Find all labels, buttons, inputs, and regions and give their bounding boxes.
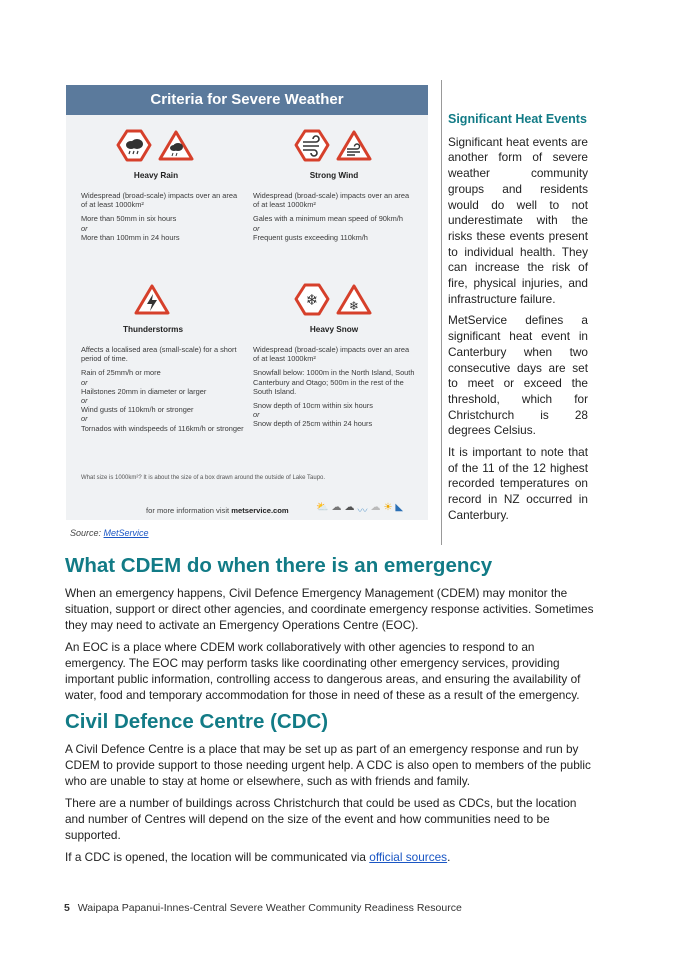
heavy-rain-cloud-icon: [116, 129, 152, 162]
thunderstorms-c2: Hailstones 20mm in diameter or larger: [81, 386, 207, 396]
infographic-footer: [146, 506, 289, 515]
cdem-paragraph: When an emergency happens, Civil Defence Emergency Management (CDEM) may monitor the situation, support or direct other agencies, and coordinate emergency response activities. Sometimes they may need to activate an Emergency Operations Centre (EOC).: [65, 586, 594, 632]
column-divider: [441, 80, 442, 545]
svg-text:❄: ❄: [348, 299, 360, 313]
strong-wind-desc: Widespread (broad-scale) impacts over an area of at least 1000km²: [253, 191, 410, 210]
cdc-heading: Civil Defence Centre (CDC): [65, 710, 329, 733]
heavy-snow-c2: Snow depth of 10cm within six hours: [253, 401, 373, 411]
storm-cloud-icon: ☁: [344, 502, 355, 513]
strong-wind-c1: Gales with a minimum mean speed of 90km/h: [253, 214, 403, 224]
thunderstorms-title: Thunderstorms: [122, 325, 184, 334]
thunderstorms-c3: Wind gusts of 110km/h or stronger: [81, 405, 194, 415]
heavy-snow-c3: Snow depth of 25cm within 24 hours: [253, 419, 373, 429]
weather-icons-strip: [316, 502, 403, 517]
thunderstorms-desc: Affects a localised area (small-scale) for a short period of time.: [81, 345, 237, 364]
heavy-snow-criteria: [253, 345, 415, 429]
thunderstorms-criteria: [81, 345, 246, 433]
heavy-snow-icons: [294, 283, 372, 316]
thunderstorms-c1: Rain of 25mm/h or more: [81, 368, 161, 378]
document-title: Waipapa Papanui-Innes-Central Severe Weather Community Readiness Resource: [77, 902, 462, 914]
official-sources-link[interactable]: official sources: [369, 850, 448, 864]
source-link[interactable]: MetService: [103, 528, 149, 538]
strong-wind-warning-icon: [336, 129, 372, 162]
wind-icon: 〰: [357, 506, 368, 517]
sidebar-paragraph: It is important to note that of the 11 of the 12 highest recorded temperatures on record in NZ occurred in Canterbury.: [448, 445, 588, 522]
cdem-paragraph: An EOC is a place where CDEM work collaboratively with other agencies to respond to an emergency. The EOC may perform tasks like coordinating other emergency services, providing important public information, controlling access to dangerous areas, and ensuring the availability of water, food and temporary accommodation for those in need of these as a result of the emergency.: [65, 640, 581, 702]
heavy-rain-criteria: [81, 191, 241, 242]
heavy-rain-icons: [116, 129, 194, 162]
sun-icon: ☀: [383, 502, 393, 513]
fog-icon: ☁: [370, 502, 381, 513]
metservice-site[interactable]: metservice.com: [231, 506, 289, 515]
strong-wind-icons: [294, 129, 372, 162]
heavy-snow-desc: Widespread (broad-scale) impacts over an area of at least 1000km²: [253, 345, 410, 364]
heavy-rain-title: Heavy Rain: [133, 171, 179, 180]
thunderstorms-or-2: or: [81, 396, 88, 406]
cloud-icon: ☁: [331, 502, 342, 513]
cdc-p3-suffix: .: [447, 850, 451, 864]
cdem-heading: What CDEM do when there is an emergency: [65, 554, 493, 577]
thunderstorm-warning-icon: [134, 283, 170, 316]
heavy-rain-c1: More than 50mm in six hours: [81, 214, 177, 224]
sun-cloud-icon: ⛅: [316, 502, 329, 513]
source-label: Source:: [70, 528, 102, 538]
heavy-snow-c1: Snowfall below: 1000m in the North Island, South Canterbury and Otago; 500m in the rest of the South Island.: [253, 368, 415, 396]
wave-icon: ◣: [395, 502, 404, 513]
thunderstorms-c4: Tornados with windspeeds of 116km/h or stronger: [81, 423, 244, 433]
cdc-paragraph: There are a number of buildings across Christchurch that could be used as CDCs, but the location and number of Centres will depend on the size of the event and how communities need to be supported.: [65, 796, 577, 842]
strong-wind-c2: Frequent gusts exceeding 110km/h: [253, 232, 368, 242]
sidebar-paragraph: MetService defines a significant heat event in Canterbury when two consecutive days are set to meet or exceed the threshold, which for Christchurch is 28 degrees Celsius.: [448, 313, 588, 438]
cdc-paragraph: [65, 849, 595, 865]
thunderstorms-or-1: or: [81, 377, 88, 387]
image-source: [70, 528, 149, 538]
heavy-snow-icon: [294, 283, 330, 316]
severe-weather-infographic: [66, 85, 428, 520]
strong-wind-or: or: [253, 223, 260, 233]
heat-events-sidebar: [448, 112, 588, 530]
heavy-rain-warning-icon: [158, 129, 194, 162]
cdc-paragraph: A Civil Defence Centre is a place that may be set up as part of an emergency response and run by CDEM to provide support to those needing urgent help. A CDC is also open to members of the public who are unable to stay at home or elsewhere, such as with friends and family.: [65, 742, 591, 788]
infographic-title: Criteria for Severe Weather: [66, 85, 428, 115]
infographic-footnote: What size is 1000km²? It is about the size of a box drawn around the outside of Lake Taupo.: [81, 475, 326, 481]
cdc-p3-prefix: If a CDC is opened, the location will be communicated via: [65, 850, 366, 864]
heavy-rain-desc: Widespread (broad-scale) impacts over an area of at least 1000km²: [81, 191, 238, 210]
thunderstorms-or-3: or: [81, 414, 88, 424]
thunderstorm-icons: [134, 283, 170, 316]
strong-wind-icon: [294, 129, 330, 162]
heavy-snow-warning-icon: [336, 283, 372, 316]
footer-prefix: for more information visit: [146, 506, 230, 515]
heavy-snow-title: Heavy Snow: [309, 325, 359, 334]
sidebar-paragraph: Significant heat events are another form of severe weather community groups and residents would do well to not underestimate with the risks these events present to individual health. They can increase the risk of fire, physical injuries, and infrastructure failure.: [448, 134, 588, 306]
heavy-rain-c2: More than 100mm in 24 hours: [81, 232, 180, 242]
heavy-rain-or: or: [81, 223, 88, 233]
heavy-snow-or: or: [253, 410, 260, 420]
svg-text:❄: ❄: [305, 291, 319, 309]
strong-wind-title: Strong Wind: [309, 171, 359, 180]
strong-wind-criteria: [253, 191, 413, 242]
page-footer: [64, 902, 462, 914]
sidebar-heading: Significant Heat Events: [448, 112, 587, 126]
page-number: 5: [64, 902, 70, 914]
main-content: [65, 553, 595, 871]
